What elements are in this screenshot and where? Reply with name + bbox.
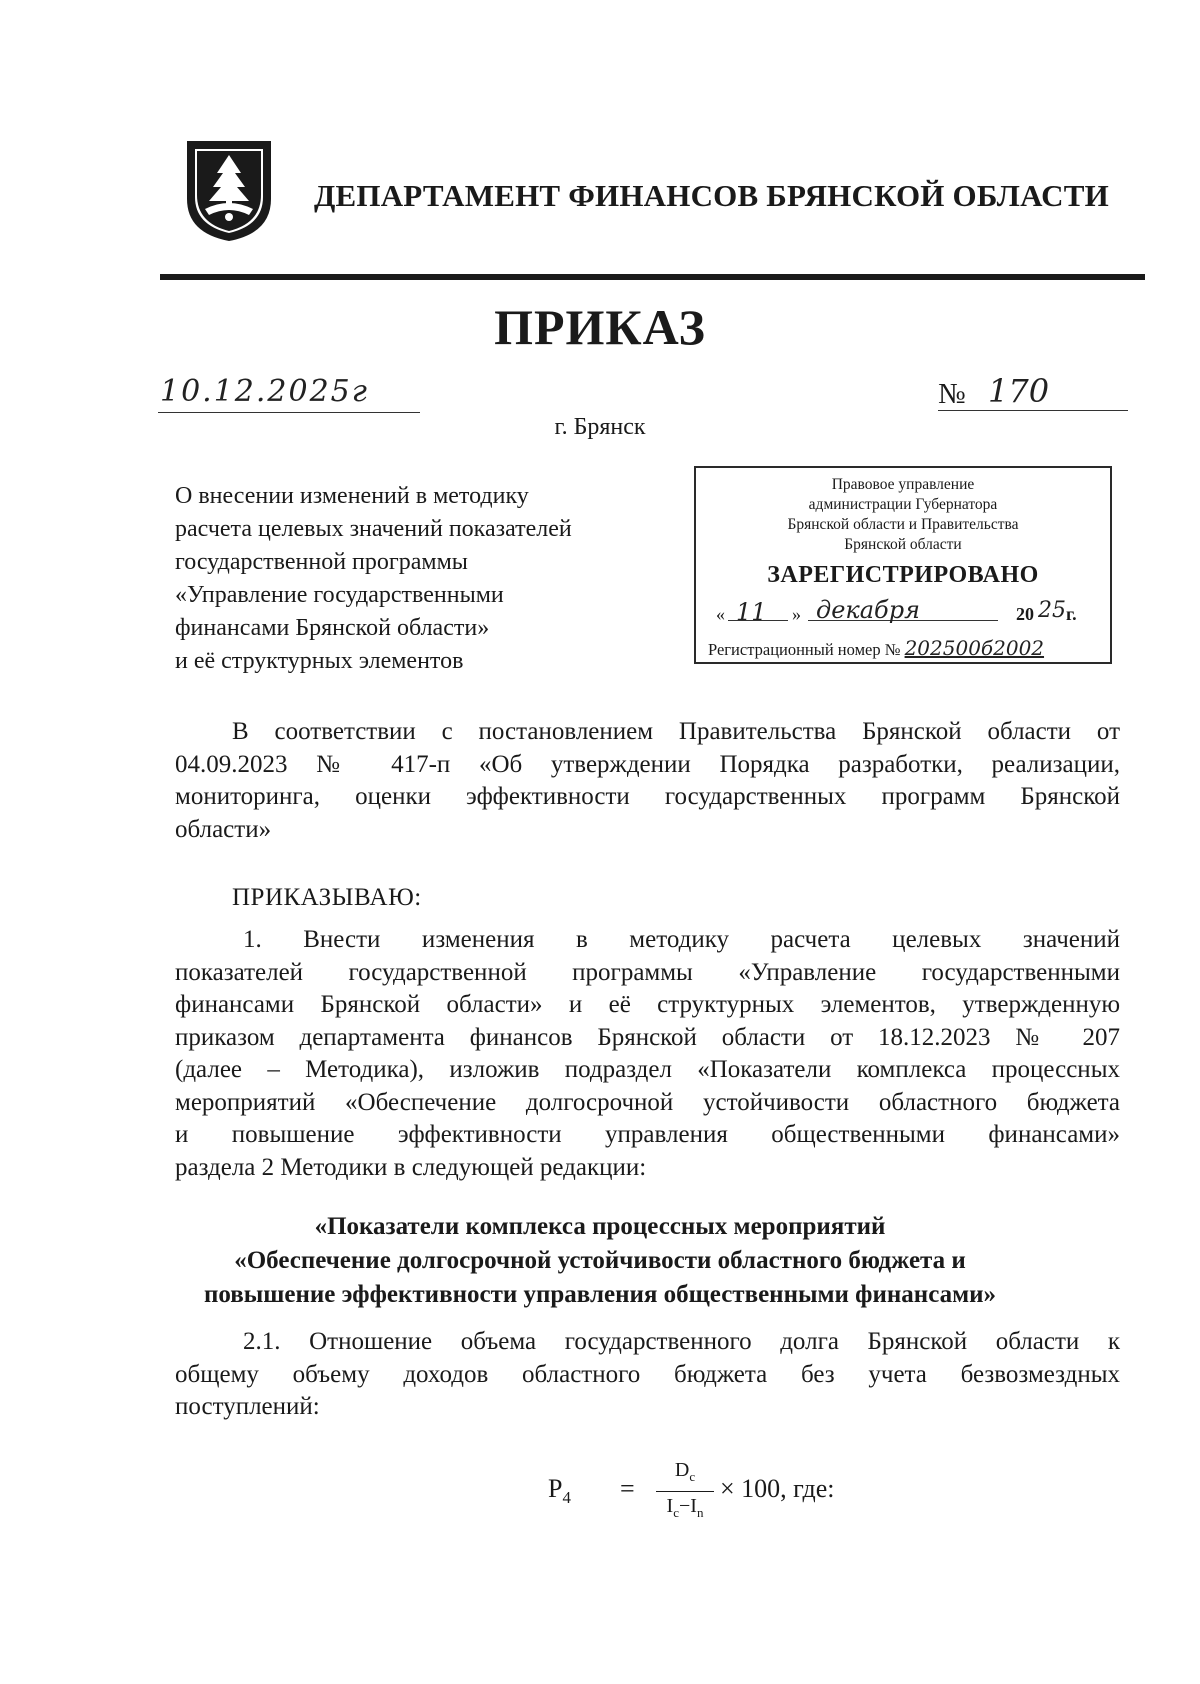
fraction-bar <box>656 1491 714 1492</box>
stamp-year-suffix: г. <box>1066 604 1077 624</box>
formula-tail: × 100, где: <box>720 1474 835 1503</box>
formula-equals: = <box>620 1474 635 1503</box>
text-line: и повышение эффективности управления общественными финансами» <box>175 1121 1120 1148</box>
title-line: «Показатели комплекса процессных мероприятий <box>314 1213 886 1240</box>
stamp-line: Брянской области и Правительства <box>787 516 1019 533</box>
order-directive: ПРИКАЗЫВАЮ: <box>232 884 422 911</box>
formula-numerator: $D_c$ <box>674 1459 696 1484</box>
subject-line: государственной программы <box>175 549 468 575</box>
number-underline <box>938 410 1128 411</box>
item-1-paragraph <box>175 924 1120 1184</box>
city: г. Брянск <box>554 414 646 440</box>
title-line: «Обеспечение долгосрочной устойчивости областного бюджета и <box>234 1247 966 1274</box>
stamp-month: декабря <box>816 596 920 624</box>
order-subject <box>175 480 675 678</box>
text-line: 1. Внести изменения в методику расчета целевых значений <box>243 926 1120 953</box>
subject-line: и её структурных элементов <box>175 648 464 674</box>
number-label: № <box>938 378 966 410</box>
stamp-year-prefix: 20 <box>1016 604 1034 624</box>
stamp-registered: ЗАРЕГИСТРИРОВАНО <box>767 562 1039 588</box>
stamp-date: « 11 » декабря 20 25 г. <box>716 596 1077 626</box>
formula-lhs: $P_4$ <box>548 1474 571 1508</box>
text-line: 2.1. Отношение объема государственного долга Брянской области к <box>243 1328 1120 1355</box>
text-line: поступлений: <box>175 1393 320 1420</box>
subject-line: «Управление государственными <box>175 582 504 608</box>
stamp-line: Правовое управление <box>831 476 975 493</box>
text-line: финансами Брянской области» и её структурных элементов, утвержденную <box>175 991 1120 1018</box>
coat-of-arms-emblem <box>183 137 275 245</box>
title-line: повышение эффективности управления общественными финансами» <box>203 1281 997 1308</box>
stamp-line: Брянской области <box>844 536 962 553</box>
text-line: показателей государственной программы «Управление государственными <box>175 958 1120 986</box>
stamp-reg-number-row <box>708 636 1103 660</box>
text-line: (далее – Методика), изложив подраздел «Показатели комплекса процессных <box>175 1056 1120 1083</box>
text-line: В соответствии с постановлением Правительства Брянской области от <box>232 718 1120 745</box>
stamp-line: администрации Губернатора <box>808 496 998 513</box>
formula-fraction <box>656 1458 714 1525</box>
subject-line: О внесении изменений в методику <box>175 483 529 509</box>
text-line: раздела 2 Методики в следующей редакции: <box>175 1153 647 1181</box>
stamp-reg-number: 202500б2002 <box>904 636 1045 660</box>
text-line: общему объему доходов областного бюджета без учета безвозмездных <box>175 1360 1120 1388</box>
subject-line: финансами Брянской области» <box>175 615 490 641</box>
subject-line: расчета целевых значений показателей <box>175 516 572 542</box>
text-line: мероприятий «Обеспечение долгосрочной устойчивости областного бюджета <box>175 1088 1120 1116</box>
text-line: приказом департамента финансов Брянской области от 18.12.2023 № 207 <box>175 1023 1120 1051</box>
formula-denominator: $I_c-I_n$ <box>666 1495 704 1520</box>
stamp-day: 11 <box>736 598 767 626</box>
header-divider <box>160 274 1145 280</box>
handwritten-date: 10.12.2025г <box>160 374 369 409</box>
document-type-title: ПРИКАЗ <box>494 299 706 355</box>
item-2-1-paragraph <box>175 1326 1120 1424</box>
text-line: 04.09.2023 № 417-п «Об утверждении Порядка разработки, реализации, <box>175 750 1120 778</box>
text-line: мониторинга, оценки эффективности государственных программ Брянской <box>175 783 1120 810</box>
department-title: ДЕПАРТАМЕНТ ФИНАНСОВ БРЯНСКОЙ ОБЛАСТИ <box>314 178 1109 213</box>
subsection-title <box>0 1210 1200 1312</box>
stamp-year: 25 <box>1038 598 1066 623</box>
registration-stamp <box>694 466 1112 664</box>
text-line: области» <box>175 815 272 843</box>
stamp-reg-label: Регистрационный номер № <box>708 640 901 659</box>
handwritten-number: 170 <box>988 372 1050 410</box>
preamble-paragraph <box>175 716 1120 846</box>
